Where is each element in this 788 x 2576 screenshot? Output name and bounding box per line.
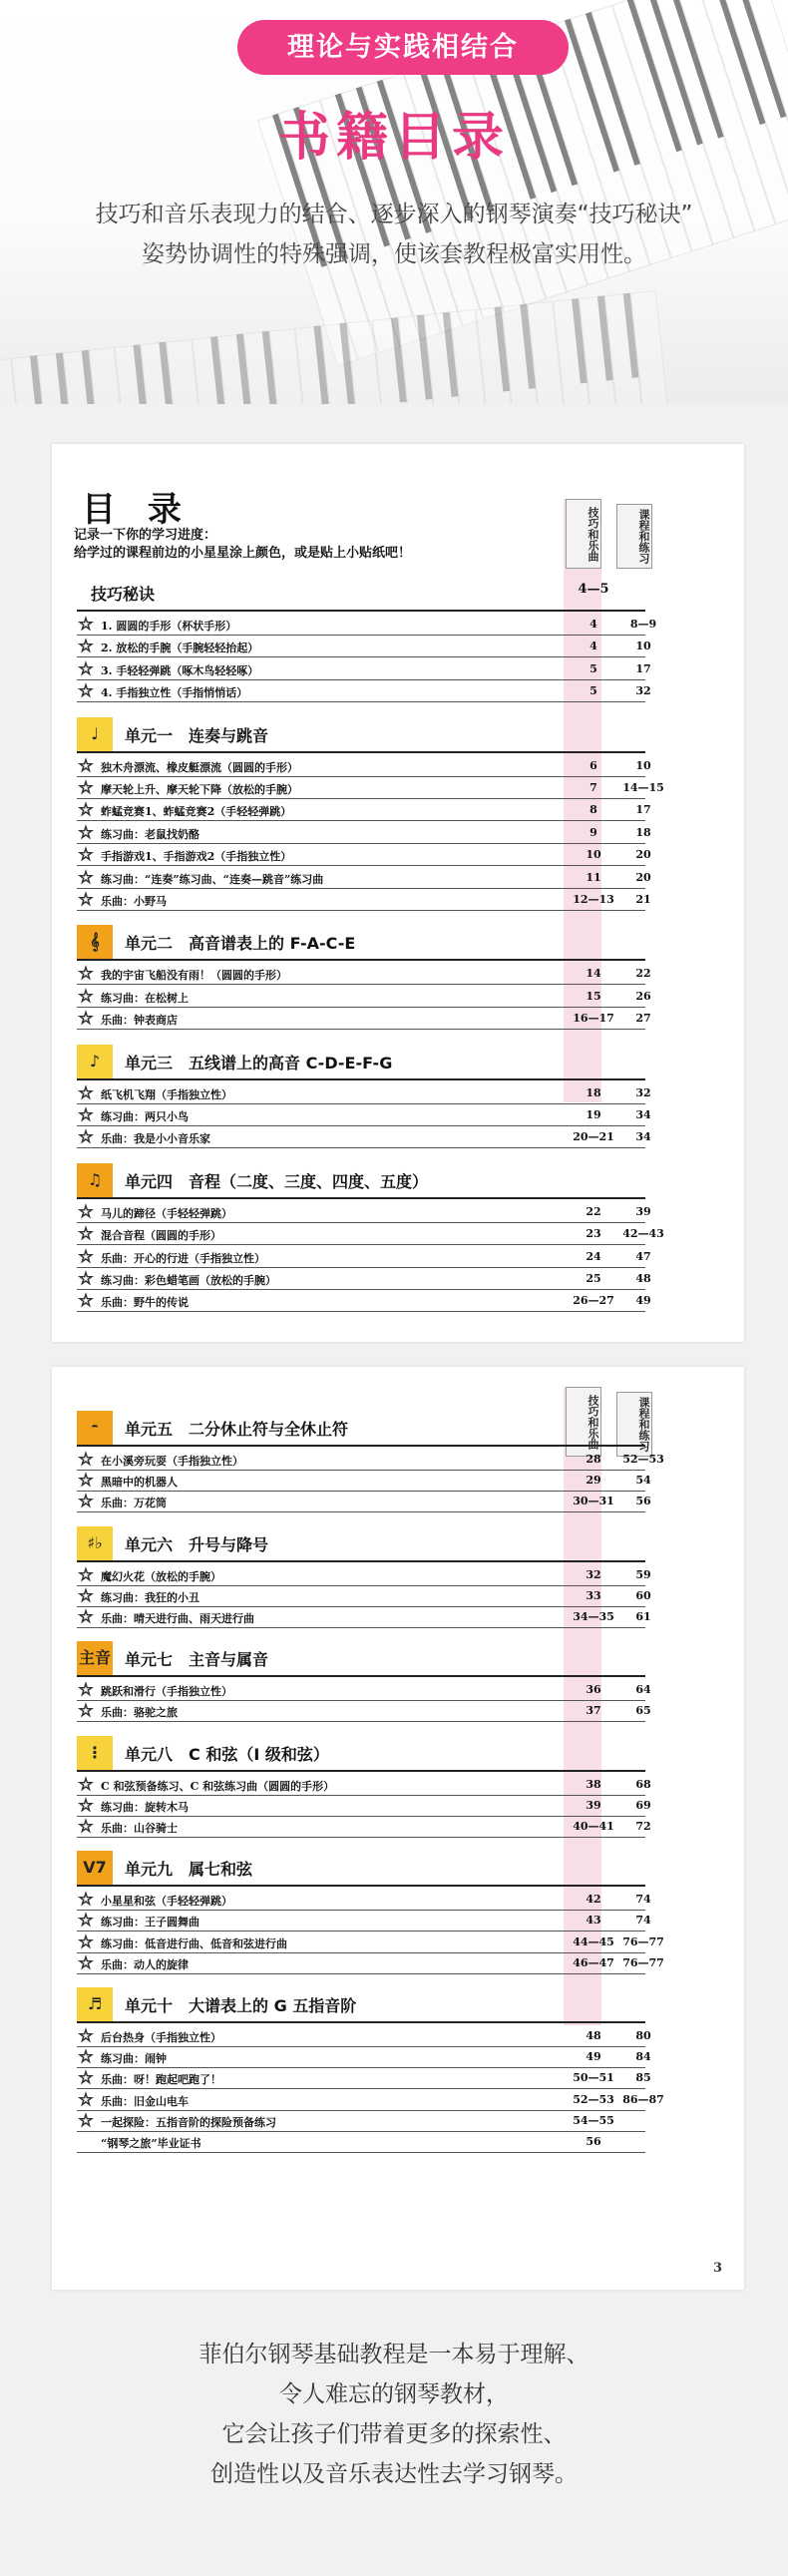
unit-icon: ♬ — [77, 1987, 113, 2021]
toc-row — [77, 889, 651, 911]
lesson-page-2: 49 — [635, 1294, 651, 1308]
toc-row — [77, 867, 651, 889]
lesson-title: 手指游戏1、手指游戏2（手指独立性） — [101, 850, 292, 864]
toc-row — [77, 2089, 664, 2111]
lesson-page-2: 60 — [635, 1588, 651, 1602]
toc-row — [77, 680, 651, 702]
progress-star-icon[interactable]: ☆ — [78, 1224, 94, 1245]
lesson-page-2: 80 — [635, 2029, 651, 2042]
lesson-page-2: 76—77 — [622, 1955, 664, 1969]
progress-star-icon[interactable]: ☆ — [78, 1701, 94, 1722]
lesson-title: 练习曲：在松树上 — [101, 991, 189, 1005]
toc-row — [77, 1889, 651, 1911]
section-title: 单元五 二分休止符与全休止符 — [125, 1420, 349, 1439]
lesson-title: 乐曲：开心的行进（手指独立性） — [101, 1251, 265, 1265]
hero-banner — [0, 0, 788, 404]
lesson-page-2: 18 — [635, 825, 651, 839]
progress-star-icon[interactable]: ☆ — [78, 2110, 94, 2131]
toc-row — [77, 1082, 651, 1104]
lesson-page-1: 8 — [590, 803, 597, 817]
lesson-page-1: 38 — [586, 1777, 601, 1791]
unit-icon: ♪ — [77, 1045, 113, 1078]
progress-star-icon[interactable]: ☆ — [78, 2026, 94, 2046]
lesson-title: 练习曲：“连奏”练习曲、“连奏—跳音”练习曲 — [101, 872, 324, 886]
toc-row — [77, 777, 664, 799]
lesson-title: 练习曲：老鼠找奶酪 — [101, 827, 199, 841]
lesson-page-1: 28 — [586, 1453, 601, 1466]
section-title: 单元四 音程（二度、三度、四度、五度） — [125, 1171, 429, 1191]
column-head-1: 技巧和乐曲 — [566, 499, 601, 569]
lesson-title: 练习曲：闹钟 — [101, 2052, 167, 2066]
progress-star-icon[interactable]: ☆ — [78, 1105, 94, 1125]
column-head-2: 课程和练习 — [616, 1392, 652, 1457]
progress-star-icon[interactable]: ☆ — [78, 1269, 94, 1289]
lesson-title: 纸飞机飞翔（手指独立性） — [101, 1087, 232, 1101]
lesson-page-1: 44—45 — [573, 1934, 614, 1948]
toc-title: 目 录 — [82, 490, 192, 530]
lesson-title: 小星星和弦（手轻轻弹跳） — [101, 1895, 232, 1909]
section-title: 单元二 高音谱表上的 F-A-C-E — [125, 934, 356, 954]
lesson-page-1: 32 — [586, 1567, 601, 1581]
unit-icon: 𝄼 — [77, 1411, 113, 1445]
page-title: 书籍目录 — [277, 108, 510, 168]
toc-row — [77, 614, 657, 636]
progress-star-icon[interactable]: ☆ — [78, 2068, 94, 2089]
section-rule — [77, 610, 645, 612]
progress-star-icon[interactable]: ☆ — [78, 1450, 94, 1470]
unit-icon: V7 — [77, 1851, 113, 1885]
toc-row — [77, 2046, 651, 2068]
lesson-page-1: 37 — [586, 1704, 601, 1718]
lesson-page-1: 43 — [586, 1914, 601, 1928]
progress-star-icon[interactable]: ☆ — [78, 1890, 94, 1911]
lesson-page-2: 34 — [635, 1108, 651, 1121]
lesson-title: 乐曲：野牛的传说 — [101, 1296, 189, 1310]
section-page-1: 4—5 — [578, 582, 609, 597]
lesson-page-2: 85 — [635, 2071, 651, 2085]
lesson-page-1: 9 — [590, 825, 597, 839]
unit-icon: 𝄞 — [77, 925, 113, 959]
lesson-title: 练习曲：低音进行曲、低音和弦进行曲 — [101, 1936, 287, 1950]
lesson-title: 魔幻火花（放松的手腕） — [101, 1569, 221, 1583]
lesson-page-2: 69 — [635, 1798, 651, 1812]
unit-icon: ♯♭ — [77, 1526, 113, 1560]
toc-section — [77, 1985, 645, 2023]
lesson-page-1: 25 — [586, 1272, 601, 1285]
section-rule — [77, 1675, 645, 1677]
lesson-page-2: 32 — [635, 1085, 651, 1099]
lesson-page-1: 42 — [586, 1893, 601, 1907]
lesson-page-1: 4 — [590, 618, 597, 631]
lesson-title: 3. 手轻轻弹跳（啄木鸟轻轻啄） — [101, 663, 259, 677]
lesson-page-1: 4 — [590, 640, 597, 653]
column-head-2: 课程和练习 — [616, 504, 652, 569]
lesson-page-2: 59 — [635, 1567, 651, 1581]
toc-row — [77, 636, 651, 657]
toc-row — [77, 1246, 651, 1268]
toc-row — [77, 1491, 651, 1512]
lesson-title: 后台热身（手指独立性） — [101, 2031, 221, 2044]
lesson-page-2: 20 — [635, 870, 651, 884]
lesson-title: 独木舟漂流、橡皮艇漂流（圆圆的手形） — [101, 760, 298, 774]
toc-row — [77, 1290, 651, 1312]
progress-star-icon[interactable]: ☆ — [78, 986, 94, 1007]
toc-section — [77, 923, 645, 961]
lesson-title: 摩天轮上升、摩天轮下降（放松的手腕） — [101, 783, 298, 796]
unit-icon: ⋮ — [77, 1736, 113, 1770]
lesson-page-2: 56 — [635, 1495, 651, 1508]
lesson-page-2: 65 — [635, 1704, 651, 1718]
toc-section — [77, 1639, 645, 1677]
lesson-page-1: 33 — [586, 1588, 601, 1602]
toc-section — [77, 1043, 645, 1080]
lesson-page-2: 34 — [635, 1130, 651, 1144]
lesson-page-2: 39 — [635, 1204, 651, 1218]
toc-row — [77, 1774, 651, 1796]
lesson-page-2: 8—9 — [629, 618, 657, 631]
progress-star-icon[interactable]: ☆ — [78, 1774, 94, 1795]
progress-star-icon[interactable]: ☆ — [78, 1585, 94, 1606]
lesson-page-1: 12—13 — [573, 893, 614, 906]
lesson-page-1: 19 — [586, 1108, 601, 1121]
progress-star-icon[interactable]: ☆ — [78, 800, 94, 821]
lesson-title: 乐曲：万花筒 — [101, 1497, 167, 1510]
lesson-page-1: 54—55 — [573, 2113, 614, 2127]
footer-line-3: 它会让孩子们带着更多的探索性、 — [221, 2421, 567, 2447]
lesson-page-1: 29 — [586, 1474, 601, 1488]
progress-star-icon[interactable]: ☆ — [78, 1246, 94, 1267]
toc-row — [77, 755, 651, 777]
toc-row — [77, 1268, 651, 1290]
section-rule — [77, 1885, 645, 1887]
lesson-page-2: 48 — [635, 1272, 651, 1285]
lesson-title: 练习曲：王子圆舞曲 — [101, 1916, 199, 1930]
lesson-page-2: 22 — [635, 967, 651, 981]
lesson-page-1: 46—47 — [573, 1955, 614, 1969]
progress-star-icon[interactable]: ☆ — [78, 964, 94, 985]
lesson-page-2: 42—43 — [622, 1227, 664, 1241]
toc-row — [77, 963, 651, 985]
progress-star-icon[interactable]: ☆ — [78, 615, 94, 635]
section-title: 单元九 属七和弦 — [125, 1860, 253, 1880]
section-rule — [77, 2021, 645, 2023]
toc-subtitle-2: 给学过的课程前边的小星星涂上颜色，或是贴上小贴纸吧！ — [74, 546, 412, 561]
progress-star-icon[interactable]: ☆ — [78, 867, 94, 888]
toc-row — [77, 2131, 645, 2153]
unit-icon: 主音 — [77, 1641, 113, 1675]
lesson-title: 练习曲：我狂的小丑 — [101, 1590, 199, 1604]
progress-star-icon[interactable]: ☆ — [78, 755, 94, 776]
toc-row — [77, 986, 651, 1008]
toc-row — [77, 1223, 664, 1245]
toc-section — [77, 1524, 645, 1562]
toc-row — [77, 1816, 651, 1838]
lesson-page-2: 72 — [635, 1820, 651, 1833]
toc-row — [77, 1564, 651, 1586]
progress-star-icon[interactable]: ☆ — [78, 1009, 94, 1030]
progress-star-icon[interactable]: ☆ — [78, 1201, 94, 1222]
progress-star-icon[interactable]: ☆ — [78, 1795, 94, 1816]
lesson-page-1: 20—21 — [573, 1130, 614, 1144]
lesson-title: 我的宇宙飞船没有雨！（圆圆的手形） — [101, 969, 287, 983]
lesson-page-1: 22 — [586, 1204, 601, 1218]
lesson-title: 练习曲：彩色蜡笔画（放松的手腕） — [101, 1274, 276, 1287]
toc-page-2 — [52, 1367, 744, 2290]
toc-row — [77, 1104, 651, 1126]
toc-section — [77, 1849, 645, 1887]
intro-line-2: 姿势协调性的特殊强调，使该套教程极富实用性。 — [142, 241, 646, 267]
toc-section — [77, 1734, 645, 1772]
section-title: 单元三 五线谱上的高音 C-D-E-F-G — [125, 1053, 393, 1073]
lesson-page-2: 61 — [635, 1610, 651, 1623]
lesson-page-1: 50—51 — [573, 2071, 614, 2085]
lesson-page-2: 86—87 — [622, 2092, 664, 2106]
progress-star-icon[interactable]: ☆ — [78, 778, 94, 798]
toc-row — [77, 1679, 651, 1701]
progress-star-icon[interactable]: ☆ — [78, 1817, 94, 1837]
lesson-page-1: 16—17 — [573, 1012, 614, 1026]
section-rule — [77, 1445, 645, 1447]
toc-row — [77, 1449, 664, 1471]
toc-subtitle-1: 记录一下你的学习进度： — [74, 528, 217, 543]
section-title: 单元七 主音与属音 — [125, 1650, 269, 1670]
progress-star-icon[interactable]: ☆ — [78, 681, 94, 702]
section-rule — [77, 1770, 645, 1772]
toc-row — [77, 2110, 645, 2132]
toc-row — [77, 799, 651, 821]
lesson-page-2: 10 — [635, 640, 651, 653]
lesson-title: 乐曲：小野马 — [101, 895, 167, 908]
intro-line-1: 技巧和音乐表现力的结合、逐步深入的钢琴演奏“技巧秘诀” — [95, 202, 693, 227]
lesson-page-1: 40—41 — [573, 1820, 614, 1833]
lesson-page-1: 49 — [586, 2050, 601, 2064]
section-rule — [77, 751, 645, 753]
toc-row — [77, 1910, 651, 1932]
lesson-page-1: 6 — [590, 758, 597, 772]
lesson-title: 乐曲：动人的旋律 — [101, 1957, 189, 1971]
lesson-title: 4. 手指独立性（手指悄悄话） — [101, 686, 248, 700]
lesson-page-1: 7 — [590, 781, 597, 794]
progress-star-icon[interactable]: ☆ — [78, 845, 94, 866]
lesson-title: 乐曲：旧金山电车 — [101, 2094, 189, 2108]
progress-star-icon[interactable]: ☆ — [78, 1932, 94, 1952]
toc-row — [77, 1585, 651, 1607]
lesson-title: 在小溪旁玩耍（手指独立性） — [101, 1455, 243, 1468]
toc-row — [77, 1700, 651, 1722]
lesson-page-1: 18 — [586, 1085, 601, 1099]
lesson-title: 乐曲：呀！跑起吧跑了！ — [101, 2073, 221, 2087]
toc-section — [77, 715, 645, 753]
section-title: 单元六 升号与降号 — [125, 1534, 269, 1554]
footer-text — [40, 2335, 748, 2494]
toc-row — [77, 1952, 664, 1974]
lesson-title: 乐曲：骆驼之旅 — [101, 1706, 178, 1720]
footer-line-4: 创造性以及音乐表达性去学习钢琴。 — [210, 2461, 578, 2487]
lesson-page-1: 11 — [586, 870, 601, 884]
lesson-page-2: 74 — [635, 1914, 651, 1928]
lesson-title: 蚱蜢竞赛1、蚱蜢竞赛2（手轻轻弹跳） — [101, 805, 292, 819]
lesson-page-2: 17 — [635, 803, 651, 817]
lesson-page-1: 56 — [586, 2135, 601, 2148]
toc-section — [77, 1161, 645, 1199]
progress-star-icon[interactable]: ☆ — [78, 1607, 94, 1627]
section-rule — [77, 1197, 645, 1199]
lesson-page-2: 84 — [635, 2050, 651, 2064]
progress-star-icon[interactable]: ☆ — [78, 1564, 94, 1585]
lesson-title: 练习曲：两只小鸟 — [101, 1110, 189, 1123]
toc-section — [77, 1409, 645, 1447]
lesson-page-2: 26 — [635, 989, 651, 1003]
lesson-page-2: 10 — [635, 758, 651, 772]
progress-star-icon[interactable]: ☆ — [78, 1952, 94, 1973]
lesson-page-1: 48 — [586, 2029, 601, 2042]
progress-star-icon[interactable]: ☆ — [78, 1291, 94, 1312]
progress-star-icon[interactable]: ☆ — [78, 637, 94, 657]
lesson-page-2: 74 — [635, 1893, 651, 1907]
lesson-page-2: 54 — [635, 1474, 651, 1488]
progress-star-icon[interactable]: ☆ — [78, 822, 94, 843]
progress-star-icon[interactable]: ☆ — [78, 1492, 94, 1512]
section-rule — [77, 1560, 645, 1562]
lesson-page-2: 14—15 — [622, 781, 664, 794]
lesson-page-1: 5 — [590, 661, 597, 675]
progress-star-icon[interactable]: ☆ — [78, 1127, 94, 1148]
lesson-title: 2. 放松的手腕（手腕轻轻抬起） — [101, 642, 259, 655]
lesson-page-1: 14 — [586, 967, 601, 981]
toc-row — [77, 1606, 651, 1628]
section-title: 单元十 大谱表上的 G 五指音阶 — [125, 1996, 357, 2015]
progress-star-icon[interactable]: ☆ — [78, 890, 94, 910]
lesson-page-1: 24 — [586, 1249, 601, 1263]
toc-row — [77, 822, 651, 844]
section-rule — [77, 959, 645, 961]
lesson-title: “钢琴之旅”毕业证书 — [101, 2137, 201, 2150]
unit-icon: ♩ — [77, 717, 113, 751]
column-head-1: 技巧和乐曲 — [566, 1387, 601, 1457]
progress-star-icon[interactable]: ☆ — [78, 1471, 94, 1492]
lesson-page-2: 64 — [635, 1683, 651, 1697]
footer-line-2: 令人难忘的钢琴教材， — [279, 2381, 509, 2407]
lesson-title: 1. 圆圆的手形（杯状手形） — [101, 620, 237, 633]
lesson-title: 乐曲：山谷骑士 — [101, 1822, 178, 1835]
lesson-page-1: 39 — [586, 1798, 601, 1812]
lesson-page-1: 34—35 — [573, 1610, 614, 1623]
toc-row — [77, 1008, 651, 1030]
lesson-page-2: 47 — [635, 1249, 651, 1263]
lesson-title: C 和弦预备练习、C 和弦练习曲（圆圆的手形） — [101, 1779, 335, 1793]
toc-row — [77, 2025, 651, 2047]
lesson-page-2: 20 — [635, 848, 651, 862]
section-title: 单元一 连奏与跳音 — [125, 725, 269, 745]
lesson-title: 乐曲：晴天进行曲、雨天进行曲 — [101, 1612, 254, 1625]
section-title: 单元八 C 和弦（I 级和弦） — [125, 1744, 329, 1764]
lesson-page-1: 36 — [586, 1683, 601, 1697]
lesson-page-2: 52—53 — [622, 1453, 664, 1466]
page-number: 3 — [712, 2261, 722, 2276]
footer-line-1: 菲伯尔钢琴基础教程是一本易于理解、 — [198, 2342, 590, 2367]
lesson-title: 黑暗中的机器人 — [101, 1476, 178, 1490]
toc-row — [77, 1932, 664, 1953]
toc-row — [77, 658, 651, 680]
unit-icon: ♫ — [77, 1163, 113, 1197]
section-badge: 理论与实践相结合 — [237, 20, 569, 75]
lesson-page-2: 76—77 — [622, 1934, 664, 1948]
intro-text — [40, 195, 748, 274]
lesson-page-2: 32 — [635, 684, 651, 698]
lesson-page-1: 15 — [586, 989, 601, 1003]
toc-row — [77, 1795, 651, 1817]
progress-star-icon[interactable]: ☆ — [78, 658, 94, 679]
toc-row — [77, 1201, 651, 1223]
lesson-page-2: 17 — [635, 661, 651, 675]
progress-star-icon[interactable]: ☆ — [78, 1680, 94, 1701]
toc-section — [77, 574, 645, 612]
toc-page-1 — [52, 444, 744, 1342]
toc-row — [77, 1470, 651, 1492]
lesson-title: 乐曲：我是小小音乐家 — [101, 1132, 210, 1146]
lesson-page-1: 10 — [586, 848, 601, 862]
lesson-page-1: 5 — [590, 684, 597, 698]
lesson-title: 练习曲：旋转木马 — [101, 1800, 189, 1814]
lesson-page-2: 68 — [635, 1777, 651, 1791]
progress-star-icon[interactable]: ☆ — [78, 2047, 94, 2068]
lesson-title: 跳跃和滑行（手指独立性） — [101, 1685, 232, 1699]
lesson-page-1: 30—31 — [573, 1495, 614, 1508]
lesson-page-1: 23 — [586, 1227, 601, 1241]
lesson-title: 乐曲：钟表商店 — [101, 1014, 178, 1028]
lesson-page-2: 21 — [635, 893, 651, 906]
lesson-page-1: 52—53 — [573, 2092, 614, 2106]
progress-star-icon[interactable]: ☆ — [78, 2089, 94, 2110]
toc-row — [77, 2067, 651, 2089]
toc-row — [77, 844, 651, 866]
progress-star-icon[interactable]: ☆ — [78, 1911, 94, 1932]
lesson-page-2: 27 — [635, 1012, 651, 1026]
lesson-title: 马儿的蹄径（手轻轻弹跳） — [101, 1206, 232, 1220]
lesson-page-1: 26—27 — [573, 1294, 614, 1308]
section-rule — [77, 1078, 645, 1080]
lesson-title: 混合音程（圆圆的手形） — [101, 1229, 221, 1243]
progress-star-icon[interactable]: ☆ — [78, 1082, 94, 1103]
lesson-title: 一起探险：五指音阶的探险预备练习 — [101, 2115, 276, 2129]
toc-row — [77, 1126, 651, 1148]
section-title: 技巧秘诀 — [91, 585, 156, 604]
